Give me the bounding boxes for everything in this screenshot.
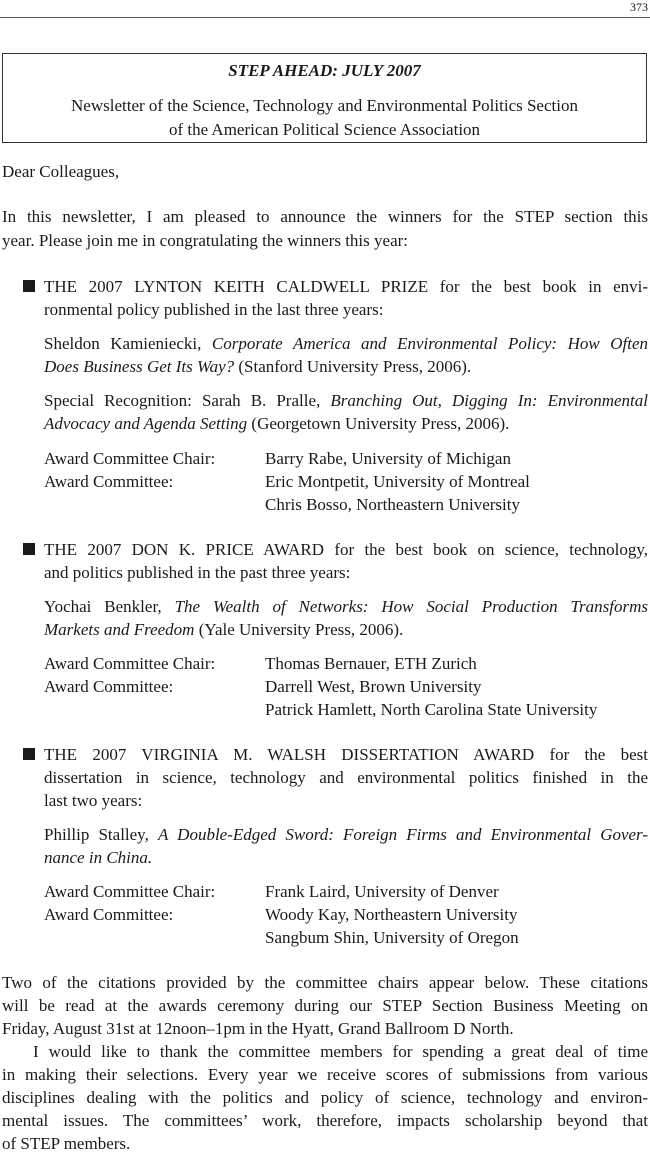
closing-paragraph-2-line: I would like to thank the committee members for spending a great deal of time	[33, 1042, 648, 1061]
award-heading-line-1: THE 2007 LYNTON KEITH CALDWELL PRIZE for the best book in envi-	[44, 277, 648, 296]
closing-paragraph-2-line: of STEP members.	[2, 1134, 131, 1153]
top-rule	[0, 17, 650, 18]
winner-author: Yochai Benkler,	[44, 597, 162, 616]
award-heading-line-1: THE 2007 DON K. PRICE AWARD for the best book on science, technology,	[44, 540, 648, 559]
winner-publisher: (Stanford University Press, 2006).	[238, 357, 472, 376]
committee-chair-name: Thomas Bernauer, ETH Zurich	[265, 654, 477, 673]
closing-paragraph-2-line: mental issues. The committees’ work, therefore, impacts scholarship beyond that	[2, 1111, 648, 1130]
special-recognition-publisher: (Georgetown University Press, 2006).	[251, 414, 510, 433]
committee-chair-label: Award Committee Chair:	[44, 654, 216, 673]
committee-label: Award Committee:	[44, 472, 174, 491]
subtitle-line-1: Newsletter of the Science, Technology and Environmental Politics Section	[71, 96, 578, 115]
special-recognition-line-1	[44, 389, 648, 412]
winner-author: Phillip Stalley,	[44, 825, 149, 844]
winner-title-cont: nance in China.	[44, 848, 153, 867]
winner-citation-line-1	[44, 823, 648, 846]
winner-title: Corporate America and Environmental Policy: How Often	[211, 334, 649, 353]
closing-paragraph-1-line: will be read at the awards ceremony during our STEP Section Business Meeting on	[2, 996, 648, 1015]
award-heading-line-2: ronmental policy published in the last three years:	[44, 300, 384, 319]
award-heading-line-2: dissertation in science, technology and environmental politics finished in the	[44, 768, 648, 787]
bullet-square-icon	[23, 748, 35, 760]
newsletter-subtitle	[3, 94, 646, 142]
award-heading-line-3: last two years:	[44, 791, 143, 810]
closing-paragraph-1-line: Two of the citations provided by the committee chairs appear below. These citations	[2, 973, 648, 992]
committee-label: Award Committee:	[44, 905, 174, 924]
intro-line-1: In this newsletter, I am pleased to announce the winners for the STEP section this	[2, 207, 648, 226]
intro-line-2: year. Please join me in congratulating the winners this year:	[2, 231, 408, 250]
closing-paragraph-1-line: Friday, August 31st at 12noon–1pm in the Hyatt, Grand Ballroom D North.	[2, 1019, 514, 1038]
subtitle-line-2: of the American Political Science Association	[168, 120, 481, 139]
committee-member: Woody Kay, Northeastern University	[265, 905, 518, 924]
winner-citation-line-2	[44, 846, 152, 869]
bullet-square-icon	[23, 280, 35, 292]
committee-member: Darrell West, Brown University	[265, 677, 482, 696]
committee-chair-label: Award Committee Chair:	[44, 449, 216, 468]
closing-paragraph-2-line: in making their selections. Every year we receive scores of submissions from various	[2, 1065, 648, 1084]
special-recognition-author: Special Recognition: Sarah B. Pralle,	[44, 391, 321, 410]
winner-citation-line-1	[44, 595, 648, 618]
winner-publisher: (Yale University Press, 2006).	[198, 620, 404, 639]
committee-member: Chris Bosso, Northeastern University	[265, 495, 520, 514]
committee-chair-name: Frank Laird, University of Denver	[265, 882, 499, 901]
committee-chair-name: Barry Rabe, University of Michigan	[265, 449, 511, 468]
winner-citation-line-1	[44, 332, 648, 355]
winner-title-cont: Does Business Get Its Way?	[44, 357, 235, 376]
award-heading-line-2: and politics published in the past three years:	[44, 563, 351, 582]
committee-member: Patrick Hamlett, North Carolina State University	[265, 700, 598, 719]
committee-member: Sangbum Shin, University of Oregon	[265, 928, 519, 947]
closing-paragraph-2-line: disciplines dealing with the politics and policy of science, technology and environ-	[2, 1088, 648, 1107]
bullet-square-icon	[23, 543, 35, 555]
committee-label: Award Committee:	[44, 677, 174, 696]
winner-title: The Wealth of Networks: How Social Production Transforms	[174, 597, 648, 616]
special-recognition-line-2	[44, 412, 509, 435]
winner-title: A Double-Edged Sword: Foreign Firms and Environmental Gover-	[157, 825, 648, 844]
greeting: Dear Colleagues,	[2, 162, 120, 181]
special-recognition-title-cont: Advocacy and Agenda Setting	[44, 414, 248, 433]
winner-title-cont: Markets and Freedom	[44, 620, 195, 639]
committee-chair-label: Award Committee Chair:	[44, 882, 216, 901]
winner-author: Sheldon Kamieniecki,	[44, 334, 202, 353]
newsletter-title: STEP AHEAD: JULY 2007	[228, 61, 421, 80]
page-number: 373	[630, 0, 648, 14]
newsletter-header-box	[2, 53, 647, 143]
winner-citation-line-2	[44, 618, 403, 641]
special-recognition-title: Branching Out, Digging In: Environmental	[330, 391, 648, 410]
winner-citation-line-2	[44, 355, 471, 378]
award-heading-line-1: THE 2007 VIRGINIA M. WALSH DISSERTATION AWARD for the best	[44, 745, 648, 764]
committee-member: Eric Montpetit, University of Montreal	[265, 472, 530, 491]
